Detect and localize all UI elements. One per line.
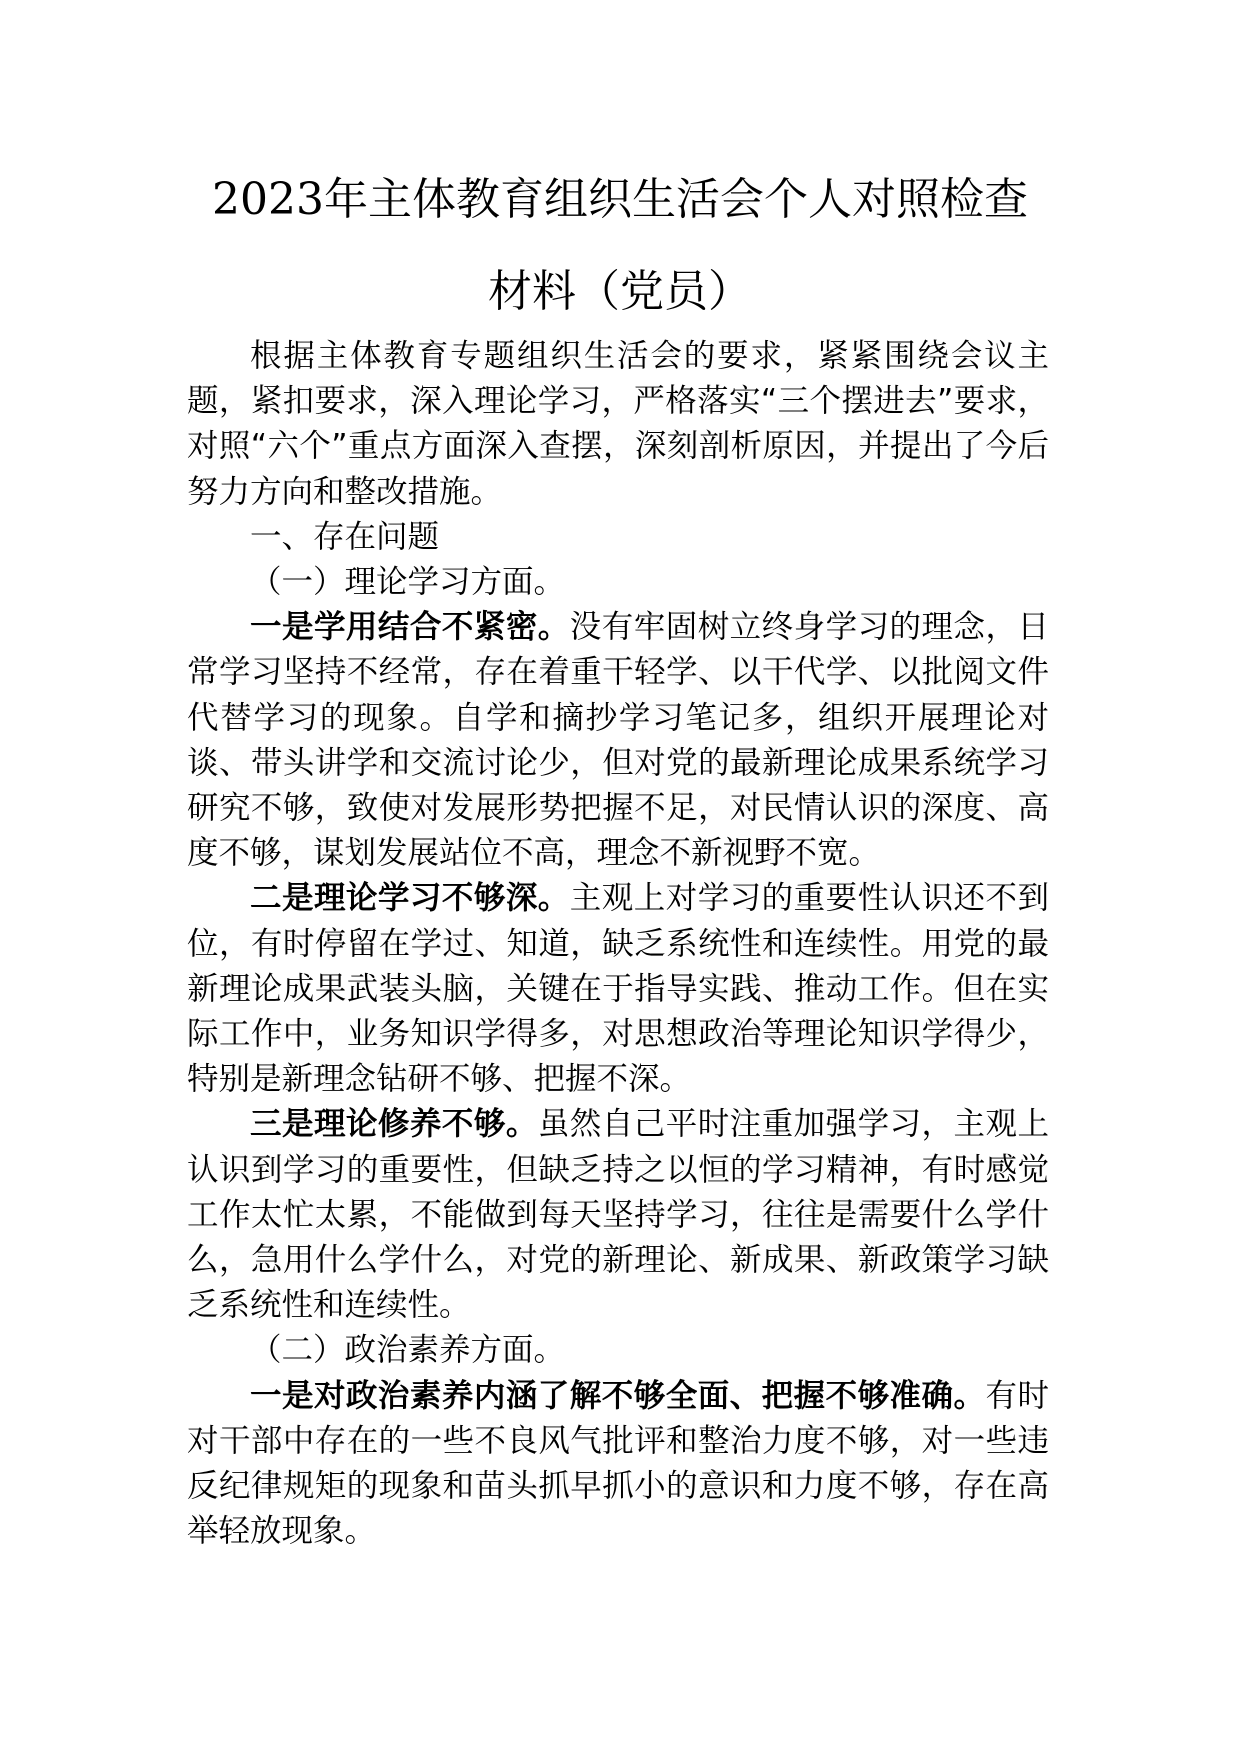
paragraph-point-1 xyxy=(187,605,1049,876)
paragraph-political-point-1 xyxy=(187,1374,1049,1555)
paragraph-point-2 xyxy=(187,876,1049,1102)
section-heading-problems: 一、存在问题 xyxy=(250,518,440,555)
paragraph-point-3 xyxy=(187,1102,1049,1328)
paragraph-point-3-lead: 三是理论修养不够。 xyxy=(250,1106,538,1143)
subsection-heading-political-quality: （二）政治素养方面。 xyxy=(250,1332,566,1369)
intro-paragraph: 根据主体教育专题组织生活会的要求，紧紧围绕会议主题，紧扣要求，深入理论学习，严格落实“三个摆进去”要求，对照“六个”重点方面深入查摆，深刻剖析原因，并提出了今后努力方向和整改措施。 xyxy=(187,338,1049,510)
paragraph-political-point-1-text: 有时对干部中存在的一些不良风气批评和整治力度不够，对一些违反纪律规矩的现象和苗头抓早抓小的意识和力度不够，存在高举轻放现象。 xyxy=(187,1377,1049,1550)
subsection-heading-theory-study: （一）理论学习方面。 xyxy=(250,564,566,601)
paragraph-point-2-text: 主观上对学习的重要性认识还不到位，有时停留在学过、知道，缺乏系统性和连续性。用党的最新理论成果武装头脑，关键在于指导实践、推动工作。但在实际工作中，业务知识学得多，对思想政治等理论知识学得少，特别是新理念钻研不够、把握不深。 xyxy=(187,880,1049,1098)
document-body xyxy=(187,334,1049,1554)
document-title-line-1: 2023年主体教育组织生活会个人对照检查 xyxy=(212,174,1028,225)
document-title-line-2: 材料（党员） xyxy=(488,266,752,317)
paragraph-point-1-lead: 一是学用结合不紧密。 xyxy=(250,609,570,646)
paragraph-point-3-text: 虽然自己平时注重加强学习，主观上认识到学习的重要性，但缺乏持之以恒的学习精神，有时感觉工作太忙太累，不能做到每天坚持学习，往往是需要什么学什么，急用什么学什么，对党的新理论、新成果、新政策学习缺乏系统性和连续性。 xyxy=(187,1106,1049,1324)
paragraph-political-point-1-lead: 一是对政治素养内涵了解不够全面、把握不够准确。 xyxy=(250,1377,986,1414)
paragraph-point-2-lead: 二是理论学习不够深。 xyxy=(250,880,570,917)
paragraph-point-1-text: 没有牢固树立终身学习的理念，日常学习坚持不经常，存在着重干轻学、以干代学、以批阅文件代替学习的现象。自学和摘抄学习笔记多，组织开展理论对谈、带头讲学和交流讨论少，但对党的最新理论成果系统学习研究不够，致使对发展形势把握不足，对民情认识的深度、高度不够，谋划发展站位不高，理念不新视野不宽。 xyxy=(187,609,1049,872)
